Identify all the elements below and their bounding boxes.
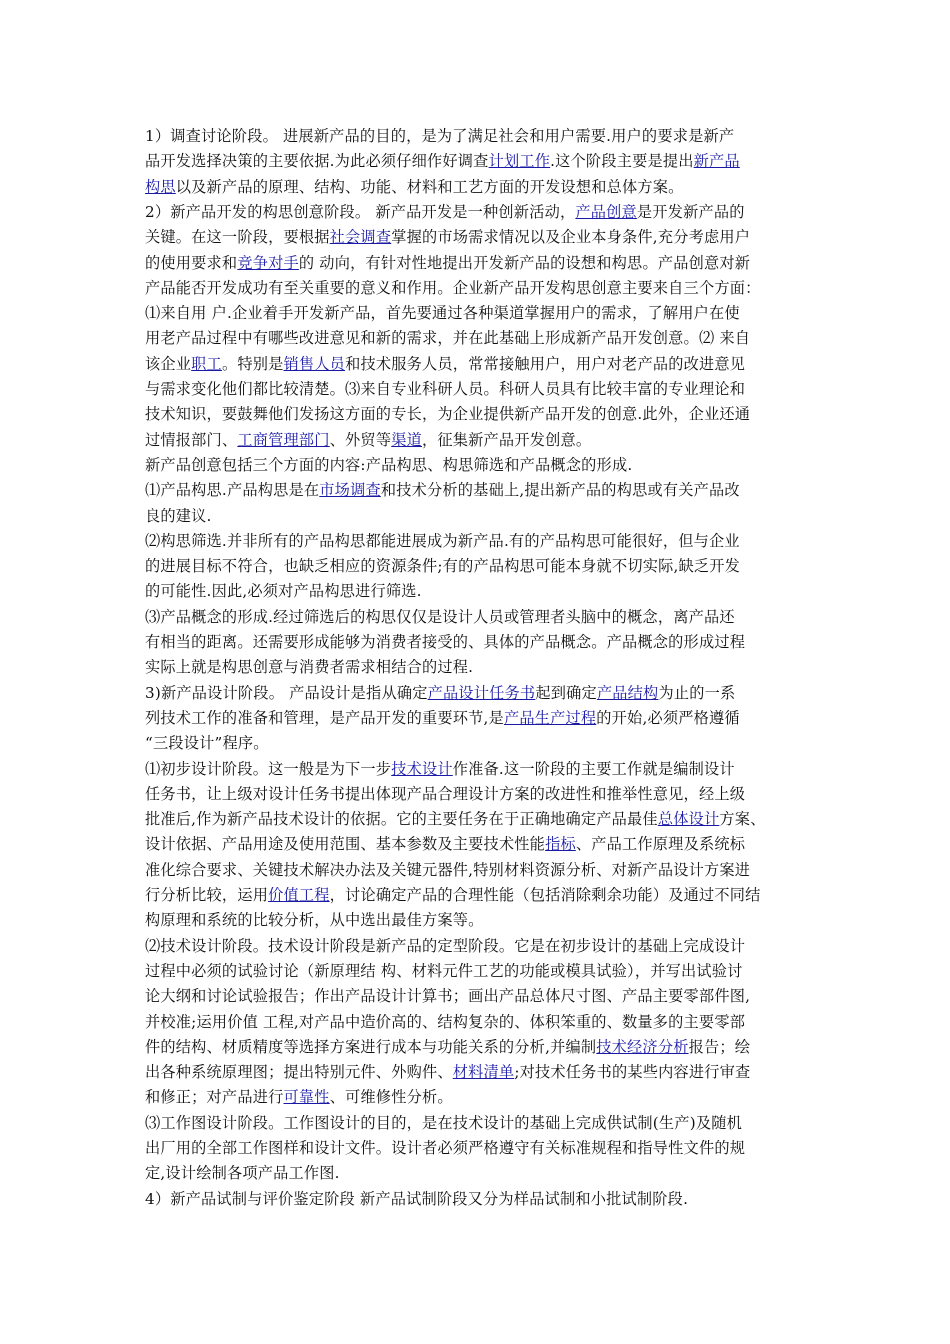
text-line — [145, 757, 735, 781]
text-line — [145, 124, 734, 148]
text-line — [145, 731, 269, 755]
text-run: 和修正；对产品进行 — [145, 1088, 284, 1107]
text-line — [145, 908, 484, 932]
text-run: ⑶工作图设计阶段。工作图设计的目的，是在技术设计的基础上完成供试制(生产)及随机 — [145, 1113, 742, 1132]
hyperlink[interactable]: 社会调查 — [329, 228, 392, 247]
text-run: 的 动向，有针对性地提出开发新产品的设想和构思。产品创意对新 — [298, 253, 751, 272]
hyperlink[interactable]: 产品生产过程 — [503, 708, 597, 727]
hyperlink[interactable]: 产品设计任务书 — [427, 683, 536, 702]
text-run: ⑶产品概念的形成.经过筛选后的构思仅仅是设计人员或管理者头脑中的概念，离产品还 — [145, 607, 735, 626]
text-run: 方案、 — [719, 810, 766, 829]
text-line — [145, 1085, 453, 1109]
text-run: 列技术工作的准备和管理，是产品开发的重要环节,是 — [145, 708, 504, 727]
text-line — [145, 959, 743, 983]
text-run: ，征集新产品开发创意。 — [422, 430, 592, 449]
text-run: ⑵技术设计阶段。技术设计阶段是新产品的定型阶段。它是在初步设计的基础上完成设计 — [145, 936, 746, 955]
hyperlink[interactable]: 技术经济分析 — [596, 1037, 689, 1056]
text-run: 定,设计绘制各项产品工作图. — [145, 1164, 340, 1183]
text-run: 。特别是 — [221, 354, 284, 373]
text-run: 产品能否开发成功有至关重要的意义和作用。企业新产品开发构思创意主要来自三个方面： — [145, 278, 761, 297]
hyperlink[interactable]: 构思 — [145, 177, 176, 196]
hyperlink[interactable]: 指标 — [545, 835, 576, 854]
text-run: 出各种系统原理图；提出特别元件、外购件、 — [145, 1063, 453, 1082]
text-run: 、产品工作原理及系统标 — [575, 835, 746, 854]
text-line — [145, 681, 735, 705]
text-line — [145, 529, 740, 553]
hyperlink[interactable]: 销售人员 — [283, 354, 346, 373]
text-run: 构原理和系统的比较分析，从中选出最佳方案等。 — [145, 911, 484, 930]
hyperlink[interactable]: 总体设计 — [657, 810, 720, 829]
text-line — [145, 352, 745, 376]
text-line — [145, 1161, 340, 1185]
text-line — [145, 782, 745, 806]
hyperlink[interactable]: 产品结构 — [596, 683, 659, 702]
text-line — [145, 655, 473, 679]
hyperlink[interactable]: 新产品 — [693, 152, 740, 171]
text-run: 2）新产品开发的构思创意阶段。 新产品开发是一种创新活动， — [145, 202, 576, 221]
text-line — [145, 984, 750, 1008]
text-run: 1）调查讨论阶段。 进展新产品的目的，是为了满足社会和用户需要.用户的要求是新产 — [145, 127, 735, 145]
text-line — [145, 175, 684, 199]
text-run: 的开始,必须严格遵循 — [596, 708, 740, 727]
text-line — [145, 579, 422, 603]
text-run: 有相当的距离。还需要形成能够为消费者接受的、具体的产品概念。产品概念的形成过程 — [145, 633, 746, 651]
text-run: 4）新产品试制与评价鉴定阶段 新产品试制阶段又分为样品试制和小批试制阶段. — [145, 1189, 689, 1208]
text-run: 用老产品过程中有哪些改进意见和新的需求，并在此基础上形成新产品开发创意。⑵ 来自 — [145, 329, 751, 348]
text-line — [145, 1136, 745, 1160]
text-run: 过程中必须的试验讨论（新原理结 构、材料元件工艺的功能或模具试验），并写出试验讨 — [145, 961, 743, 980]
text-line — [145, 301, 740, 325]
text-line — [145, 832, 745, 856]
text-run: 并校准;运用价值 工程,对产品中造价高的、结构复杂的、体积笨重的、数量多的主要零部 — [145, 1012, 746, 1031]
text-line — [145, 934, 745, 958]
text-line — [145, 883, 761, 907]
hyperlink[interactable]: 计划工作 — [488, 152, 551, 171]
text-line — [145, 402, 750, 426]
text-run: 过情报部门、 — [145, 430, 238, 449]
hyperlink[interactable]: 市场调查 — [319, 481, 381, 500]
text-run: 为止的一系 — [658, 683, 736, 702]
text-run: 的可能性.因此,必须对产品构思进行筛选. — [145, 582, 422, 601]
text-line — [145, 478, 740, 502]
text-run: 任务书，让上级对设计任务书提出体现产品合理设计方案的改进性和推举性意见，经上级 — [145, 784, 746, 803]
text-line — [145, 1187, 688, 1211]
text-line — [145, 807, 766, 831]
text-run: ⑴初步设计阶段。这一般是为下一步 — [145, 759, 392, 778]
text-line — [145, 149, 740, 173]
hyperlink[interactable]: 材料清单 — [452, 1063, 515, 1082]
text-line — [145, 1035, 750, 1059]
text-line — [145, 453, 632, 477]
hyperlink[interactable]: 工商管理部门 — [237, 430, 330, 449]
text-run: 论大纲和讨论试验报告；作出产品设计计算书；画出产品总体尺寸图、产品主要零部件图, — [145, 987, 751, 1006]
text-run: 起到确定 — [535, 683, 597, 702]
hyperlink[interactable]: 技术设计 — [391, 759, 453, 778]
text-run: 掌握的市场需求情况以及企业本身条件,充分考虑用户 — [391, 228, 751, 247]
text-run: 是开发新产品的 — [636, 202, 745, 221]
text-run: 该企业 — [145, 354, 192, 373]
hyperlink[interactable]: 竞争对手 — [237, 253, 299, 272]
text-line — [145, 276, 761, 300]
text-line — [145, 1060, 750, 1084]
text-run: 品开发选择决策的主要依据.为此必须仔细作好调查 — [145, 152, 489, 171]
text-run: 设计依据、产品用途及使用范围、基本参数及主要技术性能 — [145, 835, 546, 854]
text-line — [145, 858, 750, 882]
text-run: ⑴产品构思.产品构思是在 — [145, 481, 320, 500]
text-run: 和技术分析的基础上,提出新产品的构思或有关产品改 — [380, 481, 740, 500]
text-run: 技术知识，要鼓舞他们发扬这方面的专长，为企业提供新产品开发的创意.此外，企业还通 — [145, 405, 751, 424]
hyperlink[interactable]: 价值工程 — [268, 886, 330, 904]
text-run: 出厂用的全部工作图样和设计文件。设计者必须严格遵守有关标准规程和指导性文件的规 — [145, 1139, 746, 1157]
text-run: ⑴来自用 户.企业着手开发新产品，首先要通过各种渠道掌握用户的需求，了解用户在使 — [145, 304, 740, 323]
text-run: 件的结构、材质精度等选择方案进行成本与功能关系的分析,并编制 — [145, 1037, 597, 1056]
text-line — [145, 225, 750, 249]
text-line — [145, 1010, 745, 1034]
text-run: 以及新产品的原理、结构、功能、材料和工艺方面的开发设想和总体方案。 — [175, 177, 684, 196]
text-run: .这个阶段主要是提出 — [550, 152, 694, 171]
text-line — [145, 377, 745, 401]
text-line — [145, 605, 735, 629]
text-run: 的使用要求和 — [145, 253, 238, 272]
text-run: 报告；绘 — [688, 1037, 751, 1056]
text-run: 与需求变化他们都比较清楚。⑶来自专业科研人员。科研人员具有比较丰富的专业理论和 — [145, 380, 746, 398]
text-run: 行分析比较，运用 — [145, 886, 269, 904]
text-line — [145, 1111, 742, 1135]
text-run: ;对技术任务书的某些内容进行审查 — [514, 1063, 751, 1082]
text-run: ⑵构思筛选.并非所有的产品构思都能进展成为新产品.有的产品构思可能很好，但与企业 — [145, 531, 740, 550]
text-run: 批准后,作为新产品技术设计的依据。它的主要任务在于正确地确定产品最佳 — [145, 810, 658, 829]
text-run: 关键。在这一阶段，要根据 — [145, 228, 330, 247]
text-line — [145, 706, 740, 730]
text-run: 、可维修性分析。 — [329, 1088, 453, 1107]
text-run: ，讨论确定产品的合理性能（包括消除剩余功能）及通过不同结 — [329, 886, 761, 904]
text-line — [145, 504, 212, 528]
hyperlink[interactable]: 职工 — [191, 354, 222, 373]
text-run: 良的建议. — [145, 506, 212, 525]
text-line — [145, 200, 745, 224]
hyperlink[interactable]: 可靠性 — [283, 1088, 330, 1107]
text-run: 作准备.这一阶段的主要工作就是编制设计 — [452, 759, 735, 778]
text-run: 和技术服务人员，常常接触用户，用户对老产品的改进意见 — [345, 354, 746, 373]
text-run: 实际上就是构思创意与消费者需求相结合的过程. — [145, 658, 474, 677]
text-run: 新产品创意包括三个方面的内容:产品构思、构思筛选和产品概念的形成. — [145, 455, 633, 474]
text-line — [145, 428, 591, 452]
text-line — [145, 554, 740, 578]
text-run: “三段设计”程序。 — [145, 734, 269, 753]
text-run: 、外贸等 — [329, 430, 392, 449]
text-run: 的进展目标不符合，也缺乏相应的资源条件;有的产品构思可能本身就不切实际,缺乏开发 — [145, 557, 741, 576]
hyperlink[interactable]: 渠道 — [391, 430, 422, 449]
text-run: 准化综合要求、关键技术解决办法及关键元器件,特别材料资源分析、对新产品设计方案进 — [145, 860, 751, 879]
text-line — [145, 326, 750, 350]
text-line — [145, 251, 750, 275]
text-run: 3)新产品设计阶段。 产品设计是指从确定 — [145, 683, 428, 702]
hyperlink[interactable]: 产品创意 — [575, 202, 637, 221]
text-line — [145, 630, 745, 654]
